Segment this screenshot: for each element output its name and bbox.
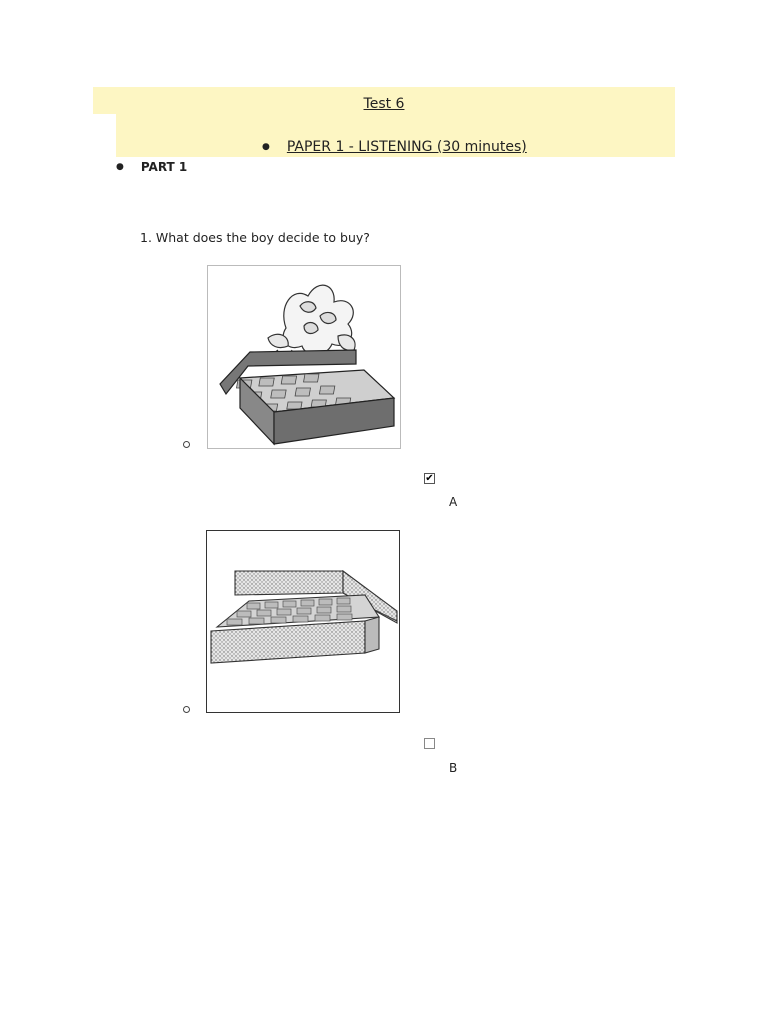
page-title: Test 6	[363, 96, 405, 112]
flowers-chocolate-box-illustration	[208, 266, 400, 448]
paper-heading-text: PAPER 1 - LISTENING (30 minutes)	[286, 139, 527, 155]
open-chocolate-box-illustration	[207, 531, 399, 712]
option-a-label: A	[449, 495, 458, 509]
option-b-image	[206, 530, 400, 713]
part-heading-text: PART 1	[140, 160, 188, 174]
part-heading	[116, 160, 187, 174]
option-b-label: B	[449, 761, 458, 775]
option-a-image	[207, 265, 401, 449]
option-a-checkbox[interactable]: ✔	[425, 473, 434, 484]
option-b-checkbox[interactable]	[424, 738, 435, 749]
bullet-icon: ●	[116, 162, 124, 172]
option-a-radio[interactable]	[183, 441, 190, 448]
question-text: 1. What does the boy decide to buy?	[140, 230, 370, 245]
bullet-icon: ●	[262, 142, 270, 152]
option-b-radio[interactable]	[183, 706, 190, 713]
paper-heading	[262, 139, 527, 155]
